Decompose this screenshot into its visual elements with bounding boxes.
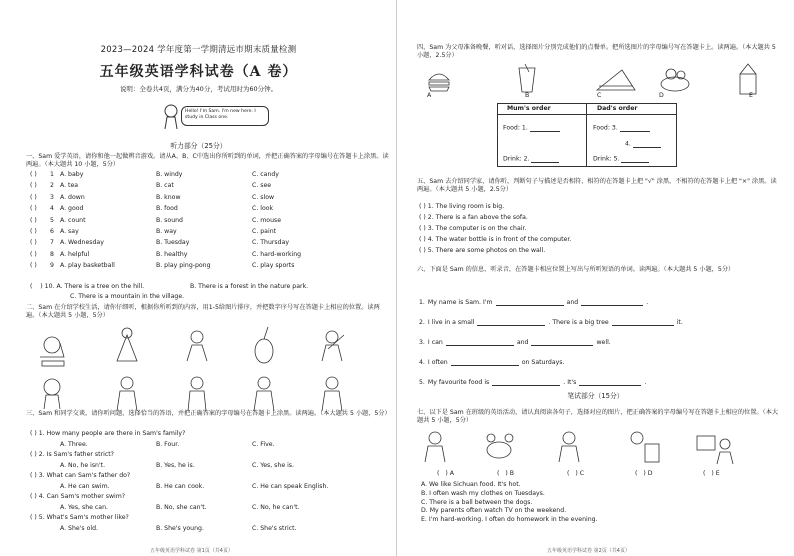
q6-text-2: . It's — [563, 378, 577, 386]
q1-num: 9 — [50, 262, 54, 270]
q3-question — [30, 514, 390, 525]
q4-label-a: A — [427, 92, 432, 99]
answer-blank — [579, 378, 641, 386]
q3-option-b: B. She's young. — [156, 524, 204, 532]
q2-pictures — [32, 323, 372, 413]
left-footer: 五年级英语学科试卷 第1页（共4页） — [150, 548, 233, 554]
hamburger-icon — [429, 74, 449, 91]
q7-pic-3 — [559, 432, 579, 462]
q5-item — [419, 203, 759, 214]
q6-num: 4. — [419, 358, 425, 366]
q6-intro: 六、下面是 Sam 的信息，听录音，在答题卡相应位置上写出与所听短语的单词。读两遍。（本大题共 5 小题，5分） — [417, 266, 735, 273]
header-title: 2023—2024 学年度第一学期清远市期末质量检测 — [100, 45, 297, 55]
answer-paren: ( ) — [30, 262, 37, 270]
q2-pic-5 — [322, 331, 344, 361]
answer-paren: ( ) — [419, 203, 428, 210]
q6-text-1: My name is Sam. I'm — [427, 298, 493, 306]
q3-options — [30, 525, 390, 536]
q1-row — [26, 171, 386, 182]
q1-row — [26, 182, 386, 193]
q4-label-d: D — [659, 92, 664, 99]
q1-option-b: B. cat — [156, 182, 174, 190]
q1-row — [26, 194, 386, 205]
q2-pic-9 — [254, 377, 274, 411]
q1-option-c: C. paint — [252, 227, 277, 235]
q1-row — [26, 205, 386, 216]
q1-option-c: C. Thursday — [252, 239, 290, 247]
q6-text-2: on Saturdays. — [521, 358, 565, 366]
q3-question-text: 5. What's Sam's mother like? — [38, 514, 129, 521]
q6-line — [419, 306, 779, 326]
q5-item — [419, 247, 759, 258]
instructions: 说明：全卷共4页，满分为40分，考试用时为60分钟。 — [119, 85, 278, 93]
q2-pic-10 — [322, 377, 342, 411]
q1-row — [26, 217, 386, 228]
answer-paren: ( ) — [30, 430, 39, 437]
q1-option-a: A. baby — [60, 171, 84, 178]
q2-pic-7 — [117, 377, 137, 411]
answer-paren: ( ) — [30, 493, 39, 500]
answer-blank — [531, 338, 593, 346]
answer-blank — [581, 298, 643, 306]
q6-text-2: and — [566, 298, 579, 306]
q3-options — [30, 504, 390, 515]
q7-sentence: B. I often wash my clothes on Tuesdays. — [421, 489, 545, 497]
answer-paren: ( ) — [30, 227, 37, 235]
q5-item-text: 1. The living room is big. — [427, 203, 505, 210]
q3-intro: 三、Sam 和同学交谈，请你听问题，选择恰当的答语，并把正确答案的字母编号在答题卡上涂黑。读两遍。（本大题共 5 小题，5分） — [26, 410, 391, 417]
dad-order-title: Dad's order — [597, 105, 638, 112]
q1-option-c: C. hard-working — [252, 250, 302, 258]
q1-num: 1 — [50, 171, 54, 178]
q1-option-a: A. helpful — [60, 250, 90, 258]
q1-num: 3 — [50, 193, 54, 201]
q4-label-e: E — [749, 92, 753, 99]
q7-label-e: ( ) E — [703, 470, 720, 477]
q2-intro: 二、Sam 在介绍学校生活，请你仔细听，根据你所听到的内容，用1-5给图片排序，并把数字序号写在答题卡上相应的位置。读两遍。（本大题共 5 小题，5分） — [26, 304, 380, 319]
q6-text-3: . — [644, 378, 647, 386]
answer-paren: ( ) — [30, 182, 37, 190]
q3-option-c: C. Yes, she is. — [252, 461, 295, 469]
q1-option-a: A. Wednesday — [60, 239, 104, 247]
answer-paren: ( ) — [30, 239, 37, 247]
q1-list — [26, 171, 386, 274]
q3-option-b: B. No, she can't. — [156, 503, 207, 511]
q1-num: 6 — [50, 227, 54, 235]
q3-option-c: C. No, he can't. — [252, 503, 300, 511]
mum-order-title: Mum's order — [507, 105, 551, 112]
q1-option-b: B. know — [156, 193, 181, 201]
q3-options — [30, 462, 390, 473]
q3-option-a: A. Yes, she can. — [60, 503, 108, 511]
q3-question-text: 4. Can Sam's mother swim? — [38, 493, 126, 500]
q1-option-c: C. look — [252, 205, 274, 213]
q1-option-b: B. food — [156, 205, 178, 213]
q6-line — [419, 346, 779, 366]
q1-option-b: B. way — [156, 227, 177, 235]
q7-sentence: E. I'm hard-working. I often do homework in the evening. — [421, 516, 598, 524]
answer-blank — [612, 318, 674, 326]
q6-line — [419, 366, 779, 386]
q1-option-c: C. candy — [252, 171, 279, 178]
q1-row10-b: B. There is a forest in the nature park. — [190, 283, 309, 290]
dad-drink: Drink: 5. — [593, 155, 649, 163]
q1-row — [26, 262, 386, 273]
q1-option-a: A. say — [60, 227, 79, 235]
q3-option-c: C. Five. — [252, 440, 275, 448]
q7-pic-2 — [487, 434, 513, 458]
answer-paren: ( ) — [30, 205, 37, 213]
answer-paren: ( ) — [30, 472, 39, 479]
milk-carton-icon — [740, 64, 756, 94]
food-plate-icon — [661, 69, 689, 91]
q7-pic-1 — [425, 432, 445, 462]
q5-list — [419, 203, 759, 258]
right-footer: 五年级英语学科试卷 第2页（共4页） — [547, 548, 630, 554]
q6-text-2: . There is a big tree — [548, 318, 609, 326]
q7-sentence: D. My parents often watch TV on the weekend. — [421, 507, 567, 515]
q1-num: 8 — [50, 250, 54, 258]
answer-blank — [492, 378, 560, 386]
boy-mascot-icon — [160, 103, 182, 129]
q1-row — [26, 251, 386, 262]
q6-num: 3. — [419, 338, 425, 346]
q3-list — [30, 430, 390, 535]
answer-paren: ( ) — [419, 247, 428, 254]
answer-paren: ( ) — [30, 193, 37, 201]
q7-pic-4 — [631, 432, 659, 462]
q5-item-text: 3. The computer is on the chair. — [427, 225, 527, 232]
q2-pic-2 — [117, 328, 137, 361]
answer-paren: ( ) — [30, 250, 37, 258]
q1-option-c: C. see — [252, 182, 272, 190]
q1-option-a: A. play basketball — [60, 262, 115, 270]
q1-num: 7 — [50, 239, 54, 247]
q3-option-a: A. She's old. — [60, 524, 99, 532]
q1-option-a: A. count — [60, 216, 86, 224]
q1-option-b: B. sound — [156, 216, 183, 224]
q7-list — [421, 481, 781, 525]
mum-food: Food: 1. — [503, 124, 560, 132]
q3-option-b: B. Yes, he is. — [156, 461, 195, 469]
q4-pictures — [417, 62, 767, 100]
q7-sentence: A. We like Sichuan food. It's hot. — [421, 481, 521, 488]
q3-question-text: 2. Is Sam's father strict? — [38, 451, 114, 458]
q3-options — [30, 441, 390, 452]
q3-option-a: A. He can swim. — [60, 482, 110, 490]
answer-paren: ( ) — [30, 451, 39, 458]
q1-option-b: B. Tuesday — [156, 239, 190, 247]
q1-option-a: A. tea — [60, 182, 79, 190]
q4-label-c: C — [597, 92, 602, 99]
answer-blank — [451, 358, 519, 366]
right-page — [397, 0, 794, 556]
q7-pictures — [419, 428, 759, 470]
speech-bubble-text: Hello! I'm Sam. I'm new here. I study in Class one. — [185, 109, 256, 120]
q3-question — [30, 472, 390, 483]
q1-row10-a: ( ) 10. A. There is a tree on the hill. — [30, 283, 145, 290]
q3-question — [30, 493, 390, 504]
q4-label-b: B — [525, 92, 530, 99]
q4-intro: 四、Sam 为父母准备晚餐，听对话，选择图片分别完成他们的点餐单。把所选图片的字母编号写在答题卡上。读两遍。（本大题共 5 小题，2.5分） — [417, 44, 776, 59]
q5-item-text: 5. There are some photos on the wall. — [427, 247, 546, 254]
q7-label-b: ( ) B — [497, 470, 514, 477]
q1-row — [26, 228, 386, 239]
q5-item — [419, 236, 759, 247]
q6-line — [419, 326, 779, 346]
q1-intro: 一、Sam 爱学英语，请你和他一起做辨音游戏。请从A、B、C中选出你所听到的单词，并把正确答案的字母编号在答题卡上涂黑。读两遍。（本大题共 10 小题，5分） — [26, 153, 389, 168]
q1-row — [26, 239, 386, 250]
q1-option-c: C. play sports — [252, 262, 295, 270]
q3-option-c: C. He can speak English. — [252, 482, 329, 490]
dad-food-4: 4. — [625, 140, 661, 148]
answer-blank — [477, 318, 545, 326]
q2-pic-3 — [187, 331, 207, 361]
q1-num: 2 — [50, 182, 54, 190]
answer-blank — [446, 338, 514, 346]
q6-text-1: I live in a small — [427, 318, 475, 326]
q1-option-a: A. good — [60, 205, 84, 213]
q6-num: 1. — [419, 298, 425, 306]
q6-list — [419, 286, 779, 386]
answer-paren: ( ) — [30, 514, 39, 521]
listening-heading: 听力部分（25分） — [170, 142, 227, 150]
answer-paren: ( ) — [30, 216, 37, 224]
q1-option-b: B. healthy — [156, 250, 188, 258]
q2-pic-6 — [44, 379, 60, 409]
q2-pic-4 — [255, 327, 273, 363]
dad-food: Food: 3. — [593, 124, 650, 132]
q6-line — [419, 286, 779, 306]
q3-question-text: 1. How many people are there in Sam's family? — [38, 430, 186, 437]
q6-text-1: My favourite food is — [427, 378, 490, 386]
q3-option-a: A. No, he isn't. — [60, 461, 106, 469]
written-heading: 笔试部分（15分） — [567, 392, 624, 400]
q5-intro: 五、Sam 去介绍同学家，请你听，判断句子与描述是否相符，相符的在答题卡上把 "√" 涂黑，不相符的在答题卡上把 "×" 涂黑。读两遍。（本大题共 5 小题，2.5分） — [417, 178, 777, 193]
q5-item-text: 4. The water bottle is in front of the computer. — [427, 236, 572, 243]
q1-row10-c: C. There is a mountain in the village. — [70, 293, 185, 300]
drink-glass-icon — [519, 64, 535, 92]
q7-label-a: ( ) A — [437, 470, 454, 477]
q1-option-c: C. mouse — [252, 216, 282, 224]
q6-num: 5. — [419, 378, 425, 386]
answer-blank — [496, 298, 564, 306]
q3-question — [30, 430, 390, 441]
q2-pic-8 — [188, 377, 206, 411]
q3-option-a: A. Three. — [60, 440, 88, 448]
q1-option-b: B. windy — [156, 171, 183, 178]
answer-paren: ( ) — [30, 171, 37, 178]
q6-text-3: it. — [676, 318, 683, 326]
q3-question — [30, 451, 390, 462]
q1-num: 5 — [50, 216, 54, 224]
q7-label-d: ( ) D — [635, 470, 653, 477]
q3-option-b: B. Four. — [156, 440, 180, 448]
q7-label-c: ( ) C — [567, 470, 585, 477]
sandwich-icon — [597, 70, 635, 90]
answer-paren: ( ) — [419, 225, 428, 232]
q6-text-3: well. — [596, 338, 611, 346]
q7-pic-5 — [697, 436, 733, 464]
q3-option-c: C. She's strict. — [252, 524, 297, 532]
q3-option-b: B. He can cook. — [156, 482, 205, 490]
q2-pic-1 — [40, 337, 64, 366]
q5-item-text: 2. There is a fan above the sofa. — [427, 214, 528, 221]
q6-text-1: I can — [427, 338, 443, 346]
q1-option-c: C. slow — [252, 193, 275, 201]
answer-paren: ( ) — [419, 236, 428, 243]
speech-bubble — [181, 106, 269, 126]
q7-intro: 七、以下是 Sam 在班级的英语活动，请认真阅读各句子，选择对应的图片，把正确答案的字母编号写在答题卡上相应的位置。（本大题共 5 小题，5分） — [417, 409, 779, 424]
q5-item — [419, 214, 759, 225]
exam-title: 五年级英语学科试卷（A 卷） — [99, 64, 298, 80]
mum-drink: Drink: 2. — [503, 155, 559, 163]
q3-options — [30, 483, 390, 494]
q3-question-text: 3. What can Sam's father do? — [38, 472, 131, 479]
q1-option-b: B. play ping-pong — [156, 262, 211, 270]
q7-sentence: C. There is a ball between the dogs. — [421, 498, 533, 506]
q5-item — [419, 225, 759, 236]
q1-option-a: A. down — [60, 193, 85, 201]
answer-paren: ( ) — [419, 214, 428, 221]
q6-text-3: . — [646, 298, 649, 306]
q6-num: 2. — [419, 318, 425, 326]
q1-num: 4 — [50, 205, 54, 213]
q6-text-2: and — [516, 338, 529, 346]
q6-text-1: I often — [427, 358, 448, 366]
